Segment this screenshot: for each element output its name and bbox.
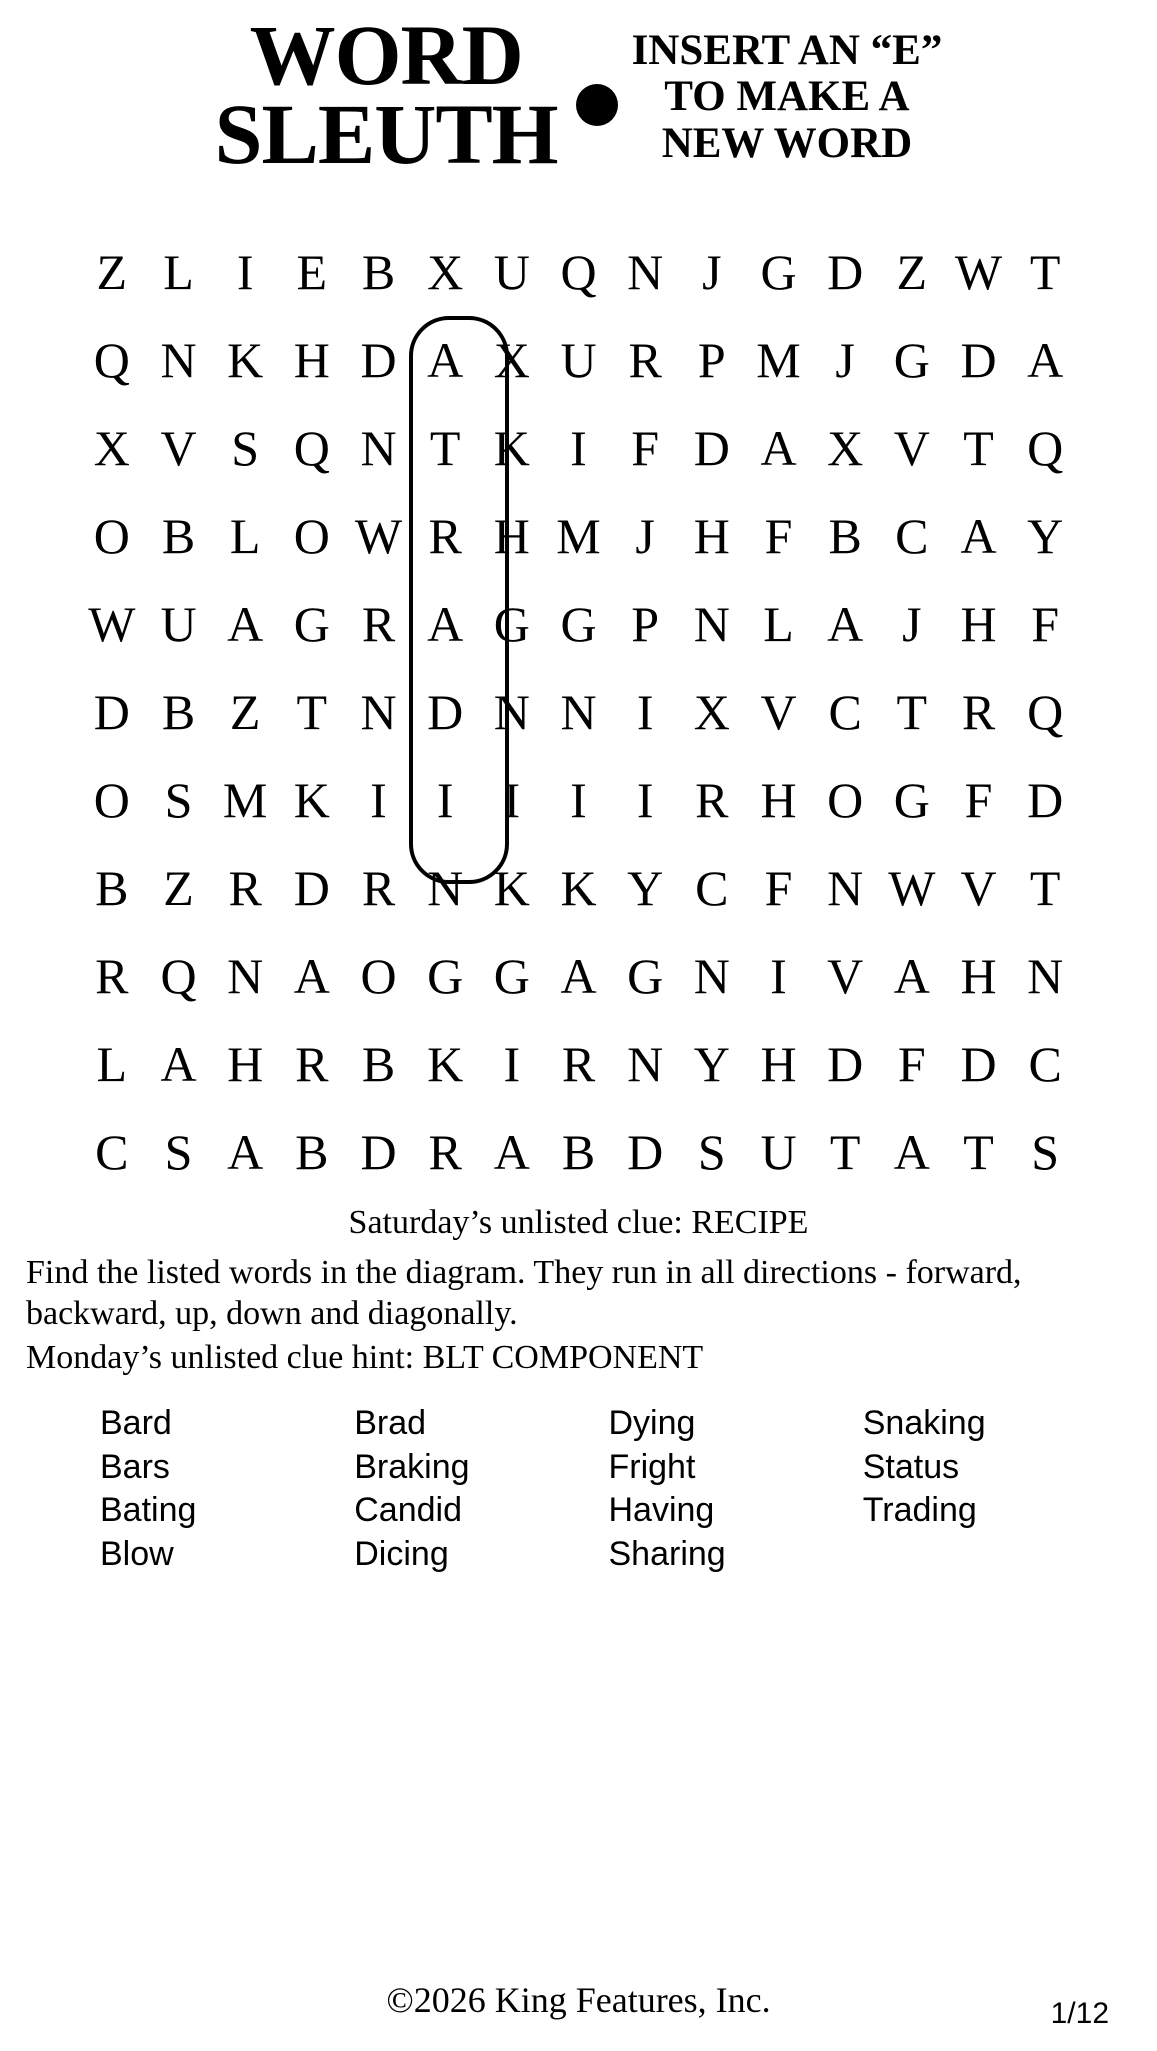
grid-cell[interactable]: F [764, 860, 793, 916]
grid-cell[interactable]: Q [1027, 684, 1064, 740]
grid-cell[interactable]: K [560, 860, 597, 916]
grid-cell[interactable]: O [93, 772, 130, 828]
word-list-column [609, 1402, 863, 1576]
grid-cell[interactable]: N [360, 684, 397, 740]
grid-cell[interactable]: D [960, 332, 997, 388]
grid-cell[interactable]: I [636, 684, 654, 740]
grid-cell[interactable]: T [963, 420, 994, 476]
grid-cell[interactable]: H [960, 948, 997, 1004]
grid-cell[interactable]: N [627, 244, 664, 300]
grid-cell[interactable]: V [893, 420, 930, 476]
word-list-item[interactable]: Bars [100, 1447, 170, 1486]
grid-cell[interactable]: S [231, 420, 260, 476]
grid-cell[interactable]: V [160, 420, 197, 476]
grid-cell[interactable]: I [236, 244, 254, 300]
title-line-2: SLEUTH [214, 86, 558, 183]
grid-cell[interactable]: Z [96, 244, 128, 300]
grid-cell[interactable]: A [427, 596, 464, 652]
grid-cell[interactable]: J [835, 332, 855, 388]
instructions-line-2: forward, backward, up, down and diagonally. [26, 1254, 1022, 1333]
grid-cell[interactable]: M [556, 508, 601, 564]
grid-cell[interactable]: N [360, 420, 397, 476]
grid-cell[interactable]: E [296, 244, 328, 300]
grid-cell[interactable]: I [436, 772, 454, 828]
puzzle-subtitle [632, 14, 943, 167]
grid-cell[interactable]: N [560, 684, 597, 740]
grid-cell[interactable]: R [561, 1036, 596, 1092]
grid-cell[interactable]: A [893, 948, 930, 1004]
word-list-item[interactable]: Trading [862, 1491, 977, 1530]
grid-cell[interactable]: N [693, 596, 730, 652]
grid-cell[interactable]: U [493, 244, 530, 300]
grid-cell[interactable]: B [295, 1124, 329, 1180]
grid-cell[interactable]: V [827, 948, 864, 1004]
grid-cell[interactable]: B [828, 508, 862, 564]
word-list-item[interactable]: Dicing [354, 1534, 449, 1573]
grid-cell[interactable]: T [829, 1124, 861, 1180]
grid-cell[interactable]: H [960, 596, 997, 652]
grid-cell[interactable]: L [96, 1036, 128, 1092]
grid-cell[interactable]: G [427, 948, 464, 1004]
grid-cell[interactable]: A [893, 1124, 930, 1180]
grid-cell[interactable]: D [827, 1036, 864, 1092]
grid-cell[interactable]: Z [229, 684, 261, 740]
word-list-item[interactable]: Bating [100, 1491, 197, 1530]
grid-cell[interactable]: D [360, 332, 397, 388]
grid-cell[interactable]: R [361, 860, 396, 916]
grid-cell[interactable]: F [964, 772, 993, 828]
word-list-item[interactable]: Snaking [862, 1404, 986, 1443]
word-list-item[interactable]: Candid [354, 1491, 462, 1530]
grid-cell[interactable]: S [1031, 1124, 1060, 1180]
grid-cell[interactable]: G [293, 596, 330, 652]
grid-cell[interactable]: D [827, 244, 864, 300]
grid-cell[interactable]: I [570, 772, 587, 828]
title-line-1: WORD [249, 7, 523, 103]
grid-cell[interactable]: B [561, 1124, 596, 1180]
grid-cell[interactable]: X [827, 420, 864, 476]
grid-cell[interactable]: L [763, 596, 794, 652]
grid-cell[interactable]: G [560, 596, 597, 652]
grid-cell[interactable]: W [888, 860, 936, 916]
grid-cell[interactable]: T [429, 420, 461, 476]
grid-cell[interactable]: G [760, 244, 797, 300]
grid-cell[interactable]: Y [1027, 508, 1064, 564]
word-list-item[interactable]: Bard [100, 1404, 172, 1443]
grid-cell[interactable]: T [896, 684, 928, 740]
grid-cell[interactable]: F [764, 508, 793, 564]
word-list [0, 1402, 1157, 1576]
grid-cell[interactable]: J [635, 508, 655, 564]
grid-cell[interactable]: G [893, 332, 930, 388]
grid-cell[interactable]: S [164, 1124, 193, 1180]
grid-cell[interactable]: D [427, 684, 464, 740]
grid-cell[interactable]: S [164, 772, 193, 828]
grid-cell[interactable]: H [760, 1036, 797, 1092]
puzzle-title [214, 7, 558, 183]
grid-cell[interactable]: I [370, 772, 387, 828]
grid-cell[interactable]: R [95, 948, 129, 1004]
grid-cell[interactable]: W [354, 508, 403, 564]
grid-cell[interactable]: P [631, 596, 660, 652]
word-list-item[interactable]: Fright [608, 1447, 696, 1486]
grid-cell[interactable]: A [493, 1124, 530, 1180]
grid-cell[interactable]: F [897, 1036, 926, 1092]
grid-cell[interactable]: U [760, 1124, 797, 1180]
grid-cell[interactable]: V [960, 860, 997, 916]
grid-cell[interactable]: B [161, 684, 196, 740]
page-footer [0, 1979, 1157, 2030]
grid-cell[interactable]: I [770, 948, 787, 1004]
grid-cell[interactable]: O [93, 508, 130, 564]
grid-cell[interactable]: U [560, 332, 597, 388]
grid-cell[interactable]: R [361, 596, 396, 652]
grid-cell[interactable]: R [695, 772, 729, 828]
grid-cell[interactable]: J [702, 244, 722, 300]
grid-cell[interactable]: O [293, 508, 330, 564]
grid-cell[interactable]: X [693, 684, 730, 740]
letter-grid-container [79, 228, 1079, 1196]
grid-cell[interactable]: T [1029, 860, 1061, 916]
grid-cell[interactable]: I [503, 1036, 521, 1092]
grid-cell[interactable]: D [960, 1036, 997, 1092]
grid-cell[interactable]: J [902, 596, 922, 652]
grid-cell[interactable]: M [222, 772, 268, 828]
grid-cell[interactable]: N [493, 684, 530, 740]
word-list-item[interactable]: Having [608, 1491, 715, 1530]
grid-cell[interactable]: G [493, 596, 530, 652]
subtitle-line-1: INSERT AN “E” [631, 27, 943, 74]
word-list-item[interactable]: Braking [354, 1447, 470, 1486]
grid-cell[interactable]: S [697, 1124, 726, 1180]
grid-cell[interactable]: Q [160, 948, 197, 1004]
grid-cell[interactable]: T [1029, 244, 1061, 300]
grid-cell[interactable]: B [361, 1036, 396, 1092]
copyright-notice: ©2026 King Features, Inc. [386, 1980, 771, 2020]
grid-cell[interactable]: C [95, 1124, 129, 1180]
grid-cell[interactable]: Q [93, 332, 130, 388]
grid-cell[interactable]: R [295, 1036, 329, 1092]
grid-cell[interactable]: L [229, 508, 261, 564]
word-list-item[interactable]: Status [862, 1447, 960, 1486]
grid-cell[interactable]: N [427, 860, 464, 916]
word-list-column [100, 1402, 354, 1576]
saturday-clue: Saturday’s unlisted clue: RECIPE [348, 1204, 809, 1241]
grid-cell[interactable]: G [493, 948, 530, 1004]
grid-cell[interactable]: D [627, 1124, 664, 1180]
grid-cell[interactable]: I [636, 772, 654, 828]
grid-cell[interactable]: D [1027, 772, 1064, 828]
grid-cell[interactable]: Y [627, 860, 664, 916]
grid-cell[interactable]: H [227, 1036, 264, 1092]
grid-cell[interactable]: Q [560, 244, 597, 300]
grid-cell[interactable]: N [827, 860, 864, 916]
grid-cell[interactable]: K [227, 332, 264, 388]
grid-cell[interactable]: Z [896, 244, 928, 300]
grid-cell[interactable]: A [227, 596, 264, 652]
grid-cell[interactable]: I [503, 772, 521, 828]
grid-cell[interactable]: B [361, 244, 396, 300]
grid-cell[interactable]: R [428, 1124, 462, 1180]
grid-cell[interactable]: U [160, 596, 197, 652]
grid-cell[interactable]: H [760, 772, 797, 828]
letter-grid[interactable] [79, 228, 1079, 1196]
grid-cell[interactable]: R [228, 860, 262, 916]
grid-cell[interactable]: X [493, 332, 530, 388]
grid-cell[interactable]: N [693, 948, 730, 1004]
grid-cell[interactable]: F [1031, 596, 1060, 652]
monday-hint: Monday’s unlisted clue hint: BLT COMPONENT [26, 1338, 704, 1376]
grid-cell[interactable]: O [360, 948, 397, 1004]
grid-cell[interactable]: Z [163, 860, 194, 916]
grid-cell[interactable]: Y [693, 1036, 730, 1092]
grid-cell[interactable]: N [627, 1036, 664, 1092]
grid-cell[interactable]: A [1027, 332, 1064, 388]
grid-cell[interactable]: Q [293, 420, 330, 476]
grid-cell[interactable]: A [827, 596, 864, 652]
grid-cell[interactable]: D [360, 1124, 397, 1180]
grid-cell[interactable]: N [227, 948, 264, 1004]
word-list-item[interactable]: Sharing [608, 1534, 726, 1573]
grid-cell[interactable]: R [428, 508, 462, 564]
grid-cell[interactable]: M [756, 332, 801, 388]
grid-cell[interactable]: V [760, 684, 797, 740]
grid-cell[interactable]: R [628, 332, 662, 388]
grid-cell[interactable]: Q [1027, 420, 1064, 476]
grid-cell[interactable]: N [1027, 948, 1064, 1004]
grid-cell[interactable]: I [570, 420, 587, 476]
grid-cell[interactable]: P [697, 332, 726, 388]
word-list-column [354, 1402, 608, 1576]
grid-cell[interactable]: A [227, 1124, 264, 1180]
grid-cell[interactable]: D [93, 684, 130, 740]
grid-cell[interactable]: N [160, 332, 197, 388]
grid-cell[interactable]: K [493, 860, 530, 916]
grid-cell[interactable]: X [427, 244, 464, 300]
grid-cell[interactable]: R [961, 684, 996, 740]
grid-cell[interactable]: D [293, 860, 330, 916]
puzzle-header [0, 0, 1157, 220]
grid-cell[interactable]: H [293, 332, 330, 388]
word-list-item[interactable]: Blow [100, 1534, 174, 1573]
grid-cell[interactable]: G [627, 948, 664, 1004]
grid-cell[interactable]: C [695, 860, 729, 916]
grid-cell[interactable]: H [693, 508, 730, 564]
grid-cell[interactable]: K [293, 772, 330, 828]
grid-cell[interactable]: A [427, 332, 464, 388]
grid-cell[interactable]: T [963, 1124, 994, 1180]
grid-cell[interactable]: A [293, 948, 330, 1004]
grid-cell[interactable]: W [954, 244, 1003, 300]
grid-cell[interactable]: B [161, 508, 196, 564]
grid-cell[interactable]: F [631, 420, 660, 476]
bullet-dot-icon [576, 84, 618, 126]
subtitle-line-3: NEW WORD [661, 119, 913, 167]
grid-cell[interactable]: C [1028, 1036, 1062, 1092]
bullet-separator [558, 14, 632, 126]
grid-cell[interactable]: T [296, 684, 328, 740]
page-number: 1/12 [1050, 1997, 1109, 2030]
instructions [26, 1252, 1131, 1378]
grid-cell[interactable]: W [88, 596, 136, 652]
word-list-column [863, 1402, 1117, 1576]
grid-cell[interactable]: B [95, 860, 129, 916]
grid-cell[interactable]: H [493, 508, 530, 564]
word-list-item[interactable]: Brad [354, 1404, 427, 1443]
grid-cell[interactable]: A [160, 1036, 197, 1092]
instructions-line-1: Find the listed words in the diagram. They run in all directions - [26, 1254, 897, 1291]
grid-cell[interactable]: K [427, 1036, 464, 1092]
grid-cell[interactable]: A [960, 508, 997, 564]
grid-cell[interactable]: A [560, 948, 597, 1004]
grid-cell[interactable]: D [693, 420, 730, 476]
grid-cell[interactable]: L [163, 244, 194, 300]
grid-cell[interactable]: O [827, 772, 864, 828]
subtitle-line-2: TO MAKE A [664, 73, 910, 121]
grid-cell[interactable]: K [493, 420, 530, 476]
word-list-item[interactable]: Dying [608, 1404, 696, 1443]
grid-cell[interactable]: C [828, 684, 862, 740]
grid-cell[interactable]: A [760, 420, 797, 476]
grid-cell[interactable]: C [895, 508, 929, 564]
grid-cell[interactable]: X [93, 420, 130, 476]
grid-cell[interactable]: G [893, 772, 930, 828]
